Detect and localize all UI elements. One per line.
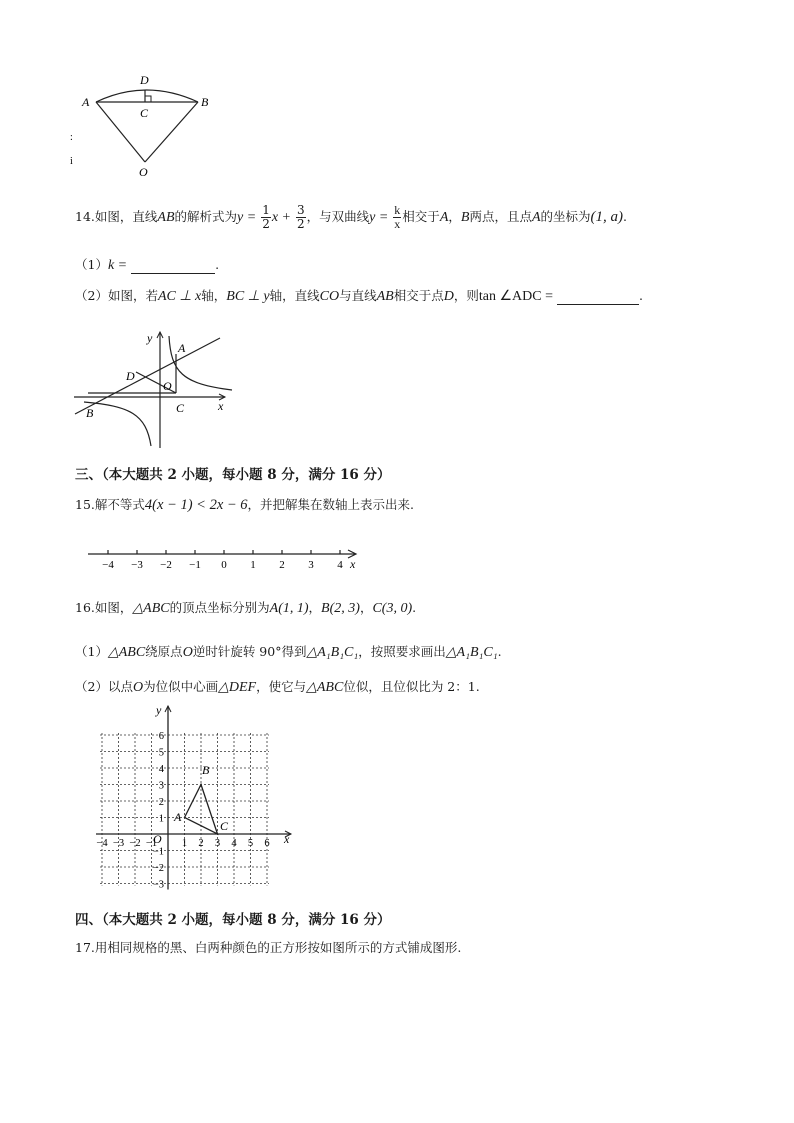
grid-y-tick-label: 3 xyxy=(158,780,164,792)
number-line-axis-label: x xyxy=(350,557,356,571)
fraction-k-over-x: $\frac{k}{x}$ xyxy=(394,203,401,231)
margin-mark-2: i xyxy=(70,156,73,167)
label-O: O xyxy=(163,379,172,393)
answer-blank-tan[interactable] xyxy=(557,292,639,305)
grid-label-A: A xyxy=(174,810,182,824)
label-A: A xyxy=(82,95,90,109)
number-line-tick-label: 0 xyxy=(221,559,227,571)
number-line-tick-label: −3 xyxy=(131,559,143,571)
grid-y-tick-label: 4 xyxy=(158,764,164,775)
q16-stem: 16.如图，△ABC的顶点坐标分别为A(1, 1)，B(2, 3)，C(3, 0). xyxy=(75,600,417,616)
sector-figure xyxy=(60,68,220,180)
number-line-tick-label: −2 xyxy=(160,559,172,571)
grid-x-tick-label: 3 xyxy=(214,838,221,849)
label-D: D xyxy=(140,73,149,87)
grid-x-tick-label: −3 xyxy=(112,838,125,849)
section-3-heading: 三、（本大题共 2 小题，每小题 8 分，满分 16 分） xyxy=(75,467,391,483)
grid-x-tick-label: 4 xyxy=(231,838,237,849)
grid-label-y: y xyxy=(156,703,162,717)
number-line-tick-label: 3 xyxy=(308,559,314,571)
grid-x-tick-label: 6 xyxy=(264,838,270,849)
grid-y-tick-label: −3 xyxy=(152,879,164,891)
label-x: x xyxy=(218,399,224,413)
number-line-tick-label: 2 xyxy=(279,559,285,571)
label-B: B xyxy=(86,406,94,420)
grid-y-tick-label: 6 xyxy=(158,731,164,742)
q16-part1: （1）△ABC绕原点O逆时针旋转 90°得到△A₁B₁C₁，按照要求画出△A₁B₁C₁. xyxy=(75,644,502,660)
label-D: D xyxy=(126,369,135,383)
grid-y-tick-label: 5 xyxy=(158,747,164,759)
label-B: B xyxy=(201,95,209,109)
grid-label-x: x xyxy=(284,832,290,846)
number-line-tick-label: −4 xyxy=(102,559,114,571)
number-line xyxy=(80,544,370,576)
hyperbola-figure xyxy=(70,322,240,452)
q14-part2: （2）如图，若AC ⊥ x轴，BC ⊥ y轴，直线CO与直线AB相交于点D，则tan ∠ADC = . xyxy=(75,288,643,304)
answer-blank-k[interactable] xyxy=(131,261,215,274)
number-line-tick-label: 4 xyxy=(337,559,343,571)
grid-x-tick-label: 2 xyxy=(198,838,204,849)
grid-x-tick-label: −2 xyxy=(129,838,141,849)
grid-x-tick-label: 5 xyxy=(247,838,254,849)
label-C: C xyxy=(176,401,185,415)
number-line-tick-label: 1 xyxy=(250,559,256,571)
margin-mark-1: : xyxy=(70,132,73,143)
fraction-three-halves: $\frac{3}{2}$ xyxy=(296,203,305,231)
section-4-heading: 四、（本大题共 2 小题，每小题 8 分，满分 16 分） xyxy=(75,912,391,928)
q15-stem: 15.解不等式4(x − 1) < 2x − 6，并把解集在数轴上表示出来. xyxy=(75,497,415,513)
grid-label-C: C xyxy=(220,819,229,833)
q17-stem: 17.用相同规格的黑、白两种颜色的正方形按如图所示的方式铺成图形. xyxy=(75,940,462,955)
q16-part2: （2）以点O为位似中心画△DEF，使它与△ABC位似，且位似比为 2：1. xyxy=(75,679,480,695)
grid-y-tick-label: 2 xyxy=(158,797,164,808)
grid-label-B: B xyxy=(202,763,210,777)
grid-x-tick-label: −1 xyxy=(145,838,158,849)
label-y: y xyxy=(147,331,153,345)
coordinate-grid xyxy=(80,702,300,894)
grid-x-tick-label: 1 xyxy=(181,838,188,849)
grid-y-tick-label: −2 xyxy=(152,863,164,874)
label-A: A xyxy=(178,341,186,355)
grid-label-O: O xyxy=(153,832,162,846)
grid-y-tick-label: 1 xyxy=(158,813,164,825)
fraction-half: $\frac{1}{2}$ xyxy=(262,203,270,231)
label-C: C xyxy=(140,106,149,120)
number-line-tick-label: −1 xyxy=(189,559,201,571)
q14-part1: （1）k = . xyxy=(75,257,220,273)
label-O: O xyxy=(139,165,148,179)
q14-stem: 14.如图，直线AB的解析式为y = $\frac{1}{2}$ x + $\frac{3}{2}$ ，与双曲线y = $\frac{k}{x}$ 相交于A，B两点，且点A的坐标为(1, a). xyxy=(75,203,628,231)
grid-y-tick-label: −1 xyxy=(152,846,164,858)
grid-x-tick-label: −4 xyxy=(96,838,108,849)
